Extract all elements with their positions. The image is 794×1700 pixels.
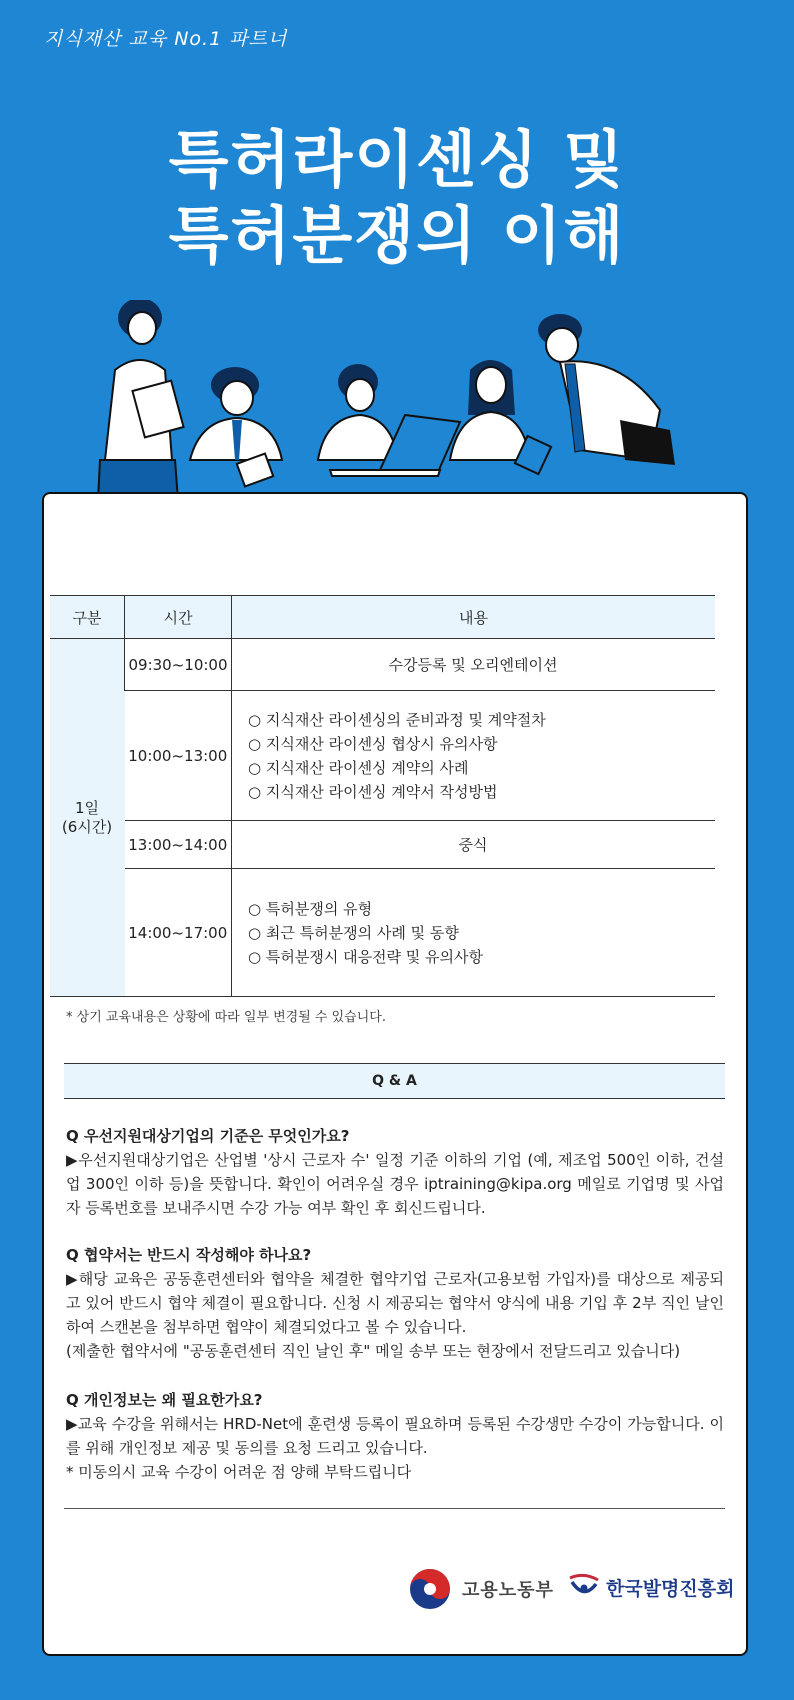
schedule-note: * 상기 교육내용은 상황에 따라 일부 변경될 수 있습니다. (66, 1010, 386, 1025)
time-cell: 13:00~14:00 (125, 821, 232, 869)
content-cell (232, 691, 716, 821)
schedule-table (50, 595, 715, 997)
title-line-2: 특허분쟁의 이해 (168, 199, 626, 272)
list-item: ○ 지식재산 라이센싱 계약의 사례 (248, 758, 469, 777)
qa-item (66, 1243, 724, 1363)
kipa-emblem-icon (566, 1570, 602, 1604)
time-cell: 10:00~13:00 (125, 691, 232, 821)
taegeuk-icon (408, 1567, 452, 1611)
woman-with-tablet (450, 360, 551, 474)
table-row (50, 691, 715, 821)
table-row (50, 821, 715, 869)
list-item: ○ 지식재산 라이센싱 계약서 작성방법 (248, 782, 498, 801)
list-item: ○ 최근 특허분쟁의 사례 및 동향 (248, 923, 459, 942)
ministry-name: 고용노동부 (462, 1580, 554, 1601)
qa-question: Q 우선지원대상기업의 기준은 무엇인가요? (66, 1127, 350, 1145)
qa-heading: Q & A (64, 1063, 725, 1099)
divider (64, 1508, 725, 1509)
content-cell: 중식 (232, 821, 716, 869)
table-row (50, 639, 715, 691)
qa-answer-note: * 미동의시 교육 수강이 어려운 점 양해 부탁드립니다 (66, 1463, 412, 1481)
list-item: ○ 지식재산 라이센싱 협상시 유의사항 (248, 734, 498, 753)
header-content: 내용 (232, 596, 716, 639)
qa-item (66, 1388, 724, 1484)
content-cell (232, 869, 716, 997)
list-item: ○ 특허분쟁시 대응전략 및 유의사항 (248, 947, 484, 966)
woman-holding-papers (98, 300, 184, 500)
ministry-logo (408, 1567, 554, 1611)
tagline: 지식재산 교육 No.1 파트너 (44, 28, 288, 50)
list-item: ○ 지식재산 라이센싱의 준비과정 및 계약절차 (248, 710, 546, 729)
qa-answer-note: (제출한 협약서에 "공동훈련센터 직인 날인 후" 메일 송부 또는 현장에서 전달드리고 있습니다) (66, 1342, 681, 1360)
qa-answer: ▶교육 수강을 위해서는 HRD-Net에 훈련생 등록이 필요하며 등록된 수강생만 수강이 가능합니다. 이를 위해 개인정보 제공 및 동의를 요청 드리고 있습니다. (66, 1415, 724, 1457)
page-title (0, 122, 794, 274)
header-time: 시간 (125, 596, 232, 639)
title-line-1: 특허라이센싱 및 (168, 123, 626, 196)
qa-answer: ▶우선지원대상기업은 산업별 '상시 근로자 수' 일정 기준 이하의 기업 (예, 제조업 500인 이하, 건설업 300인 이하 등)을 뜻합니다. 확인이 어려우실 경우 iptraining@kipa.org 메일로 기업명 및 사업자 등록번호를 보내주시면 수강 가능 여부 확인 후 회신드립니다. (66, 1151, 724, 1217)
time-cell: 09:30~10:00 (125, 639, 232, 691)
qa-item (66, 1124, 724, 1220)
qa-question: Q 개인정보는 왜 필요한가요? (66, 1391, 263, 1409)
day-cell: 1일 (6시간) (50, 639, 125, 997)
table-row (50, 869, 715, 997)
content-cell: 수강등록 및 오리엔테이션 (232, 639, 716, 691)
header-category: 구분 (50, 596, 125, 639)
woman-with-laptop (318, 364, 460, 476)
qa-answer: ▶해당 교육은 공동훈련센터와 협약을 체결한 협약기업 근로자(고용보험 가입자)를 대상으로 제공되고 있어 반드시 협약 체결이 필요합니다. 신청 시 제공되는 협약서 양식에 내용 기입 후 2부 직인 날인하여 스캔본을 첨부하면 협약이 체결되었다고 볼 수 있습니다. (66, 1270, 724, 1336)
list-item: ○ 특허분쟁의 유형 (248, 899, 373, 918)
man-writing (190, 367, 282, 486)
schedule-header-row (50, 596, 715, 639)
association-name: 한국발명진흥회 (606, 1577, 735, 1600)
qa-question: Q 협약서는 반드시 작성해야 하나요? (66, 1246, 312, 1264)
man-leaning (538, 314, 675, 465)
time-cell: 14:00~17:00 (125, 869, 232, 997)
association-logo (566, 1570, 734, 1604)
